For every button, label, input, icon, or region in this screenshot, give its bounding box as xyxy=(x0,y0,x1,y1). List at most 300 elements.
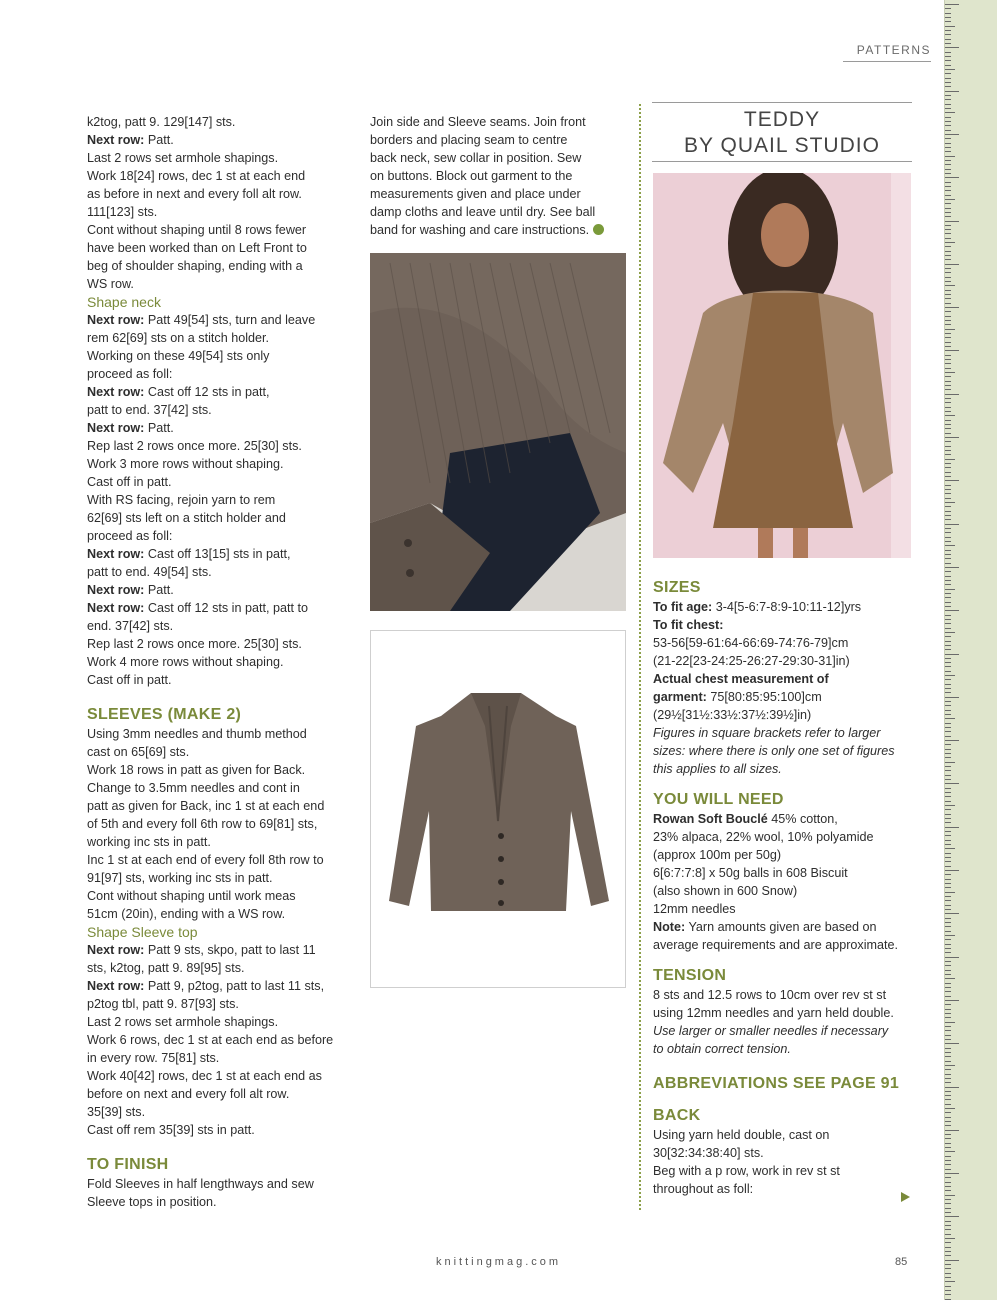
text-line xyxy=(653,936,915,954)
ruler-tick xyxy=(945,688,951,689)
ruler-tick xyxy=(945,151,951,152)
ruler-tick xyxy=(945,173,951,174)
ruler-tick xyxy=(945,913,959,914)
ruler-tick xyxy=(945,1160,951,1161)
ruler-tick xyxy=(945,558,951,559)
tension-heading: TENSION xyxy=(653,967,727,984)
text-line xyxy=(653,846,915,864)
ruler-tick xyxy=(945,1091,951,1092)
ruler-tick xyxy=(945,1268,951,1269)
text-line xyxy=(87,221,349,239)
line-text: Change to 3.5mm needles and cont in xyxy=(87,781,300,795)
ruler-tick xyxy=(945,246,951,247)
ruler-tick xyxy=(945,718,955,719)
ruler-tick xyxy=(945,251,951,252)
ruler-tick xyxy=(945,1087,959,1088)
ruler-tick xyxy=(945,1074,951,1075)
ruler-tick xyxy=(945,619,951,620)
ruler-tick xyxy=(945,1186,951,1187)
line-text: Work 40[42] rows, dec 1 st at each end as xyxy=(87,1069,322,1083)
line-text: Work 18 rows in patt as given for Back. xyxy=(87,763,306,777)
ruler-tick xyxy=(945,792,951,793)
line-text: Cast off in patt. xyxy=(87,673,172,687)
italic-text: Use larger or smaller needles if necessary xyxy=(653,1024,889,1038)
title-line-2: BY QUAIL STUDIO xyxy=(652,133,912,162)
line-text: 53-56[59-61:64-66:69-74:76-79]cm xyxy=(653,636,849,650)
ruler-tick xyxy=(945,1035,951,1036)
you-will-need-heading: YOU WILL NEED xyxy=(653,791,784,808)
left-lines-d xyxy=(87,941,349,1139)
text-line xyxy=(653,918,915,936)
ruler-tick xyxy=(945,138,951,139)
ruler-tick xyxy=(945,939,951,940)
bold-label: Actual chest measurement of xyxy=(653,672,829,686)
ruler-tick xyxy=(945,779,951,780)
text-line xyxy=(653,742,915,760)
ruler-tick xyxy=(945,987,951,988)
ruler-tick xyxy=(945,1052,951,1053)
ruler-tick xyxy=(945,814,951,815)
ruler-tick xyxy=(945,441,951,442)
ruler-tick xyxy=(945,69,955,70)
text-line xyxy=(87,185,349,203)
ruler-tick xyxy=(945,1069,951,1070)
ruler-tick xyxy=(945,463,951,464)
text-line xyxy=(87,959,349,977)
ruler-tick xyxy=(945,584,951,585)
ruler-tick xyxy=(945,714,951,715)
ruler-tick xyxy=(945,1216,959,1217)
text-line xyxy=(87,275,349,293)
text-line xyxy=(87,671,349,689)
ruler-tick xyxy=(945,827,959,828)
line-text: throughout as foll: xyxy=(653,1182,754,1196)
ruler-tick xyxy=(945,840,951,841)
ruler-tick xyxy=(945,398,951,399)
text-line xyxy=(87,167,349,185)
ruler-tick xyxy=(945,853,951,854)
ruler-tick xyxy=(945,996,951,997)
line-text: Cont without shaping until work meas xyxy=(87,889,296,903)
ruler-tick xyxy=(945,381,951,382)
ruler-tick xyxy=(945,324,951,325)
line-text: 75[80:85:95:100]cm xyxy=(706,690,822,704)
bold-label: Next row: xyxy=(87,583,145,597)
text-line xyxy=(87,257,349,275)
ruler-tick xyxy=(945,190,951,191)
left-lines-c xyxy=(87,725,349,923)
text-line xyxy=(370,131,630,149)
ruler-tick xyxy=(945,563,951,564)
italic-text: to obtain correct tension. xyxy=(653,1042,791,1056)
bold-label: Next row: xyxy=(87,943,145,957)
line-text: 45% cotton, xyxy=(767,812,838,826)
ruler-tick xyxy=(945,43,951,44)
ruler-tick xyxy=(945,52,951,53)
line-text: on buttons. Block out garment to the xyxy=(370,169,573,183)
ruler-tick xyxy=(945,541,951,542)
sleeves-heading: SLEEVES (MAKE 2) xyxy=(87,706,242,723)
line-text: before on next and every foll alt row. xyxy=(87,1087,290,1101)
ruler-tick xyxy=(945,844,951,845)
text-line xyxy=(370,221,630,239)
ruler-tick xyxy=(945,749,951,750)
ruler-tick xyxy=(945,610,959,611)
ruler-tick xyxy=(945,848,955,849)
ruler-tick xyxy=(945,515,951,516)
ruler-tick xyxy=(945,666,951,667)
ruler-tick xyxy=(945,238,951,239)
text-line xyxy=(87,527,349,545)
line-text: Work 4 more rows without shaping. xyxy=(87,655,284,669)
text-line xyxy=(87,1067,349,1085)
ruler-tick xyxy=(945,1169,951,1170)
ruler-tick xyxy=(945,446,951,447)
ruler-tick xyxy=(945,203,951,204)
ruler-tick xyxy=(945,874,951,875)
pattern-title xyxy=(652,102,912,162)
ruler-tick xyxy=(945,506,951,507)
ruler-tick xyxy=(945,519,951,520)
ruler-tick xyxy=(945,1182,951,1183)
middle-lines xyxy=(370,113,630,239)
ruler-tick xyxy=(945,459,955,460)
line-text: borders and placing seam to centre xyxy=(370,133,568,147)
ruler-tick xyxy=(945,255,951,256)
ruler-tick xyxy=(945,766,951,767)
bold-label: Next row: xyxy=(87,979,145,993)
line-text: beg of shoulder shaping, ending with a xyxy=(87,259,303,273)
ruler-tick xyxy=(945,272,951,273)
line-text: Beg with a p row, work in rev st st xyxy=(653,1164,840,1178)
ruler-tick xyxy=(945,160,951,161)
footer-url: knittingmag.com xyxy=(435,1256,562,1268)
ruler-tick xyxy=(945,433,951,434)
ruler-tick xyxy=(945,1099,951,1100)
ruler-tick xyxy=(945,645,951,646)
ruler-tick xyxy=(945,589,955,590)
text-line xyxy=(87,761,349,779)
ruler-tick xyxy=(945,991,951,992)
right-text-column xyxy=(653,578,915,1198)
bold-label: Next row: xyxy=(87,547,145,561)
text-line xyxy=(87,131,349,149)
left-text-column xyxy=(87,113,349,1211)
ruler-tick xyxy=(945,723,951,724)
text-line xyxy=(87,473,349,491)
ruler-tick xyxy=(945,156,955,157)
ruler-tick xyxy=(945,82,951,83)
text-line xyxy=(87,779,349,797)
ruler-tick xyxy=(945,567,959,568)
ruler-tick xyxy=(945,1225,951,1226)
ruler-tick xyxy=(945,221,959,222)
bold-label: To fit age: xyxy=(653,600,713,614)
ruler-tick xyxy=(945,303,951,304)
ruler-tick xyxy=(945,1247,951,1248)
line-text: Cast off rem 35[39] sts in patt. xyxy=(87,1123,255,1137)
ruler-tick xyxy=(945,649,951,650)
ruler-tick xyxy=(945,576,951,577)
ruler-tick xyxy=(945,363,951,364)
ruler-tick xyxy=(945,628,951,629)
text-line xyxy=(653,652,915,670)
ruler-tick xyxy=(945,225,951,226)
ruler-tick xyxy=(945,34,951,35)
ruler-tick xyxy=(945,104,951,105)
text-line xyxy=(87,545,349,563)
ruler-tick xyxy=(945,216,951,217)
line-text: (also shown in 600 Snow) xyxy=(653,884,798,898)
text-line xyxy=(653,1004,915,1022)
line-text: of 5th and every foll 6th row to 69[81] sts, xyxy=(87,817,318,831)
italic-text: sizes: where there is only one set of figures xyxy=(653,744,895,758)
ruler-tick xyxy=(945,4,959,5)
text-line xyxy=(87,941,349,959)
ruler-tick xyxy=(945,17,951,18)
ruler-tick xyxy=(945,736,951,737)
line-text: Patt 9, p2tog, patt to last 11 sts, xyxy=(144,979,325,993)
ruler-tick xyxy=(945,39,951,40)
tension-lines xyxy=(653,986,915,1058)
cardigan-flat-photo xyxy=(370,630,626,988)
ruler-tick xyxy=(945,73,951,74)
text-line xyxy=(87,311,349,329)
line-text: Work 6 rows, dec 1 st at each end as before xyxy=(87,1033,334,1047)
ruler-tick xyxy=(945,597,951,598)
line-text: 51cm (20in), ending with a WS row. xyxy=(87,907,286,921)
ruler-tick xyxy=(945,493,951,494)
text-line xyxy=(653,986,915,1004)
text-line xyxy=(87,1175,349,1193)
text-line xyxy=(87,977,349,995)
line-text: p2tog tbl, patt 9. 87[93] sts. xyxy=(87,997,239,1011)
text-line xyxy=(653,670,915,688)
text-line xyxy=(653,828,915,846)
ruler-tick xyxy=(945,1190,951,1191)
text-line xyxy=(653,1144,915,1162)
ruler-tick xyxy=(945,818,951,819)
text-line xyxy=(87,563,349,581)
ruler-tick xyxy=(945,195,951,196)
shape-sleeve-top-subheading: Shape Sleeve top xyxy=(87,924,198,940)
ruler-tick xyxy=(945,1290,951,1291)
ruler-tick xyxy=(945,900,951,901)
ruler-tick xyxy=(945,316,951,317)
ruler-tick xyxy=(945,870,959,871)
ruler-tick xyxy=(945,970,951,971)
line-text: Cast off 12 sts in patt, patt to xyxy=(144,601,308,615)
ruler-tick xyxy=(945,199,955,200)
text-line xyxy=(370,113,630,131)
left-lines-a xyxy=(87,113,349,293)
ruler-tick xyxy=(945,147,951,148)
text-line xyxy=(87,653,349,671)
ruler-tick xyxy=(945,731,951,732)
text-line xyxy=(87,437,349,455)
ruler-tick xyxy=(945,1277,951,1278)
text-line xyxy=(87,347,349,365)
middle-text-column xyxy=(370,113,630,239)
bold-label: garment: xyxy=(653,690,707,704)
text-line xyxy=(87,869,349,887)
text-line xyxy=(653,1162,915,1180)
ruler-tick xyxy=(945,1030,951,1031)
line-text: Fold Sleeves in half lengthways and sew xyxy=(87,1177,314,1191)
line-text: Yarn amounts given are based on xyxy=(685,920,877,934)
line-text: k2tog, patt 9. 129[147] sts. xyxy=(87,115,236,129)
ruler-tick xyxy=(945,130,951,131)
ruler-tick xyxy=(945,437,959,438)
bold-label: Rowan Soft Bouclé xyxy=(653,812,768,826)
ruler-tick xyxy=(945,1022,955,1023)
ruler-tick xyxy=(945,983,951,984)
line-text: 6[6:7:7:8] x 50g balls in 608 Biscuit xyxy=(653,866,848,880)
ruler-tick xyxy=(945,233,951,234)
text-line xyxy=(87,401,349,419)
line-text: proceed as foll: xyxy=(87,529,173,543)
back-lines xyxy=(653,1126,915,1198)
text-line xyxy=(87,383,349,401)
text-line xyxy=(87,491,349,509)
ruler-tick xyxy=(945,952,951,953)
ruler-tick xyxy=(945,511,951,512)
ruler-tick xyxy=(945,1242,951,1243)
line-text: 3-4[5-6:7-8:9-10:11-12]yrs xyxy=(712,600,862,614)
text-line xyxy=(87,743,349,761)
text-line xyxy=(87,1121,349,1139)
text-line xyxy=(87,113,349,131)
ruler-tick xyxy=(945,944,951,945)
ruler-tick xyxy=(945,775,951,776)
text-line xyxy=(87,509,349,527)
text-line xyxy=(370,149,630,167)
sizes-heading: SIZES xyxy=(653,579,701,596)
ruler-tick xyxy=(945,502,955,503)
text-line xyxy=(370,185,630,203)
text-line xyxy=(653,882,915,900)
ruler-tick xyxy=(945,1234,951,1235)
model-photo xyxy=(653,173,911,558)
ruler-tick xyxy=(945,692,951,693)
line-text: Inc 1 st at each end of every foll 8th row to xyxy=(87,853,324,867)
line-text: as before in next and every foll alt row. xyxy=(87,187,302,201)
ruler-tick xyxy=(945,1286,951,1287)
text-line xyxy=(87,149,349,167)
bold-label: Next row: xyxy=(87,133,145,147)
ruler-tick xyxy=(945,290,951,291)
ruler-tick xyxy=(945,1151,955,1152)
ruler-tick xyxy=(945,56,951,57)
ruler-tick xyxy=(945,1177,951,1178)
ruler-tick xyxy=(945,277,951,278)
ruler-tick xyxy=(945,21,951,22)
bold-label: Next row: xyxy=(87,601,145,615)
text-line xyxy=(653,688,915,706)
ruler-tick xyxy=(945,1065,955,1066)
sizes-lines xyxy=(653,598,915,778)
ruler-tick xyxy=(945,355,951,356)
ruler-tick xyxy=(945,1208,951,1209)
ruler-tick xyxy=(945,125,951,126)
ruler-tick xyxy=(945,1264,951,1265)
left-lines-b xyxy=(87,311,349,689)
line-text: proceed as foll: xyxy=(87,367,173,381)
ruler-tick xyxy=(945,679,951,680)
text-line xyxy=(653,724,915,742)
ruler-tick xyxy=(945,411,951,412)
ruler-tick xyxy=(945,1294,951,1295)
ruler-tick xyxy=(945,450,951,451)
line-text: Work 3 more rows without shaping. xyxy=(87,457,284,471)
ruler-tick xyxy=(945,606,951,607)
ruler-tick xyxy=(945,632,955,633)
ruler-tick xyxy=(945,965,951,966)
ruler-tick xyxy=(945,909,951,910)
text-line xyxy=(653,616,915,634)
line-text: (approx 100m per 50g) xyxy=(653,848,782,862)
ruler-tick xyxy=(945,342,951,343)
ruler-tick xyxy=(945,1078,951,1079)
ruler-tick xyxy=(945,1147,951,1148)
ruler-tick xyxy=(945,580,951,581)
ruler-tick xyxy=(945,1173,959,1174)
line-text: 23% alpaca, 22% wool, 10% polyamide xyxy=(653,830,874,844)
title-line-1: TEDDY xyxy=(652,102,912,133)
ruler-tick xyxy=(945,662,951,663)
ruler-tick xyxy=(945,957,959,958)
line-text: Cast off 13[15] sts in patt, xyxy=(144,547,291,561)
ruler-tick xyxy=(945,108,951,109)
ruler-tick xyxy=(945,1138,951,1139)
continue-arrow-icon xyxy=(901,1192,910,1202)
ruler-tick xyxy=(945,641,951,642)
ruler-tick xyxy=(945,671,951,672)
ruler-tick xyxy=(945,1273,951,1274)
ruler-tick xyxy=(945,329,955,330)
ruler-tick xyxy=(945,489,951,490)
ruler-tick xyxy=(945,602,951,603)
ruler-tick xyxy=(945,658,951,659)
ruler-tick xyxy=(945,337,951,338)
ruler-tick xyxy=(945,186,951,187)
yarn-ball-icon xyxy=(593,224,604,235)
line-text: Rep last 2 rows once more. 25[30] sts. xyxy=(87,637,302,651)
line-text: working inc sts in patt. xyxy=(87,835,211,849)
ruler-tick xyxy=(945,835,951,836)
ruler-tick xyxy=(945,333,951,334)
line-text: Patt. xyxy=(144,421,174,435)
ruler-tick xyxy=(945,740,959,741)
ruler-tick xyxy=(945,892,955,893)
text-line xyxy=(653,634,915,652)
ruler-tick xyxy=(945,376,951,377)
text-line xyxy=(653,760,915,778)
ruler-tick xyxy=(945,1039,951,1040)
ruler-tick xyxy=(945,420,951,421)
text-line xyxy=(87,1013,349,1031)
bold-label: Next row: xyxy=(87,385,145,399)
ruler-tick xyxy=(945,1238,955,1239)
ruler-tick xyxy=(945,394,959,395)
left-lines-e xyxy=(87,1175,349,1211)
ruler-tick xyxy=(945,571,951,572)
italic-text: Figures in square brackets refer to larger xyxy=(653,726,881,740)
ruler-tick xyxy=(945,294,951,295)
ruler-tick xyxy=(945,705,951,706)
ruler-tick xyxy=(945,1143,951,1144)
ruler-tick xyxy=(945,896,951,897)
